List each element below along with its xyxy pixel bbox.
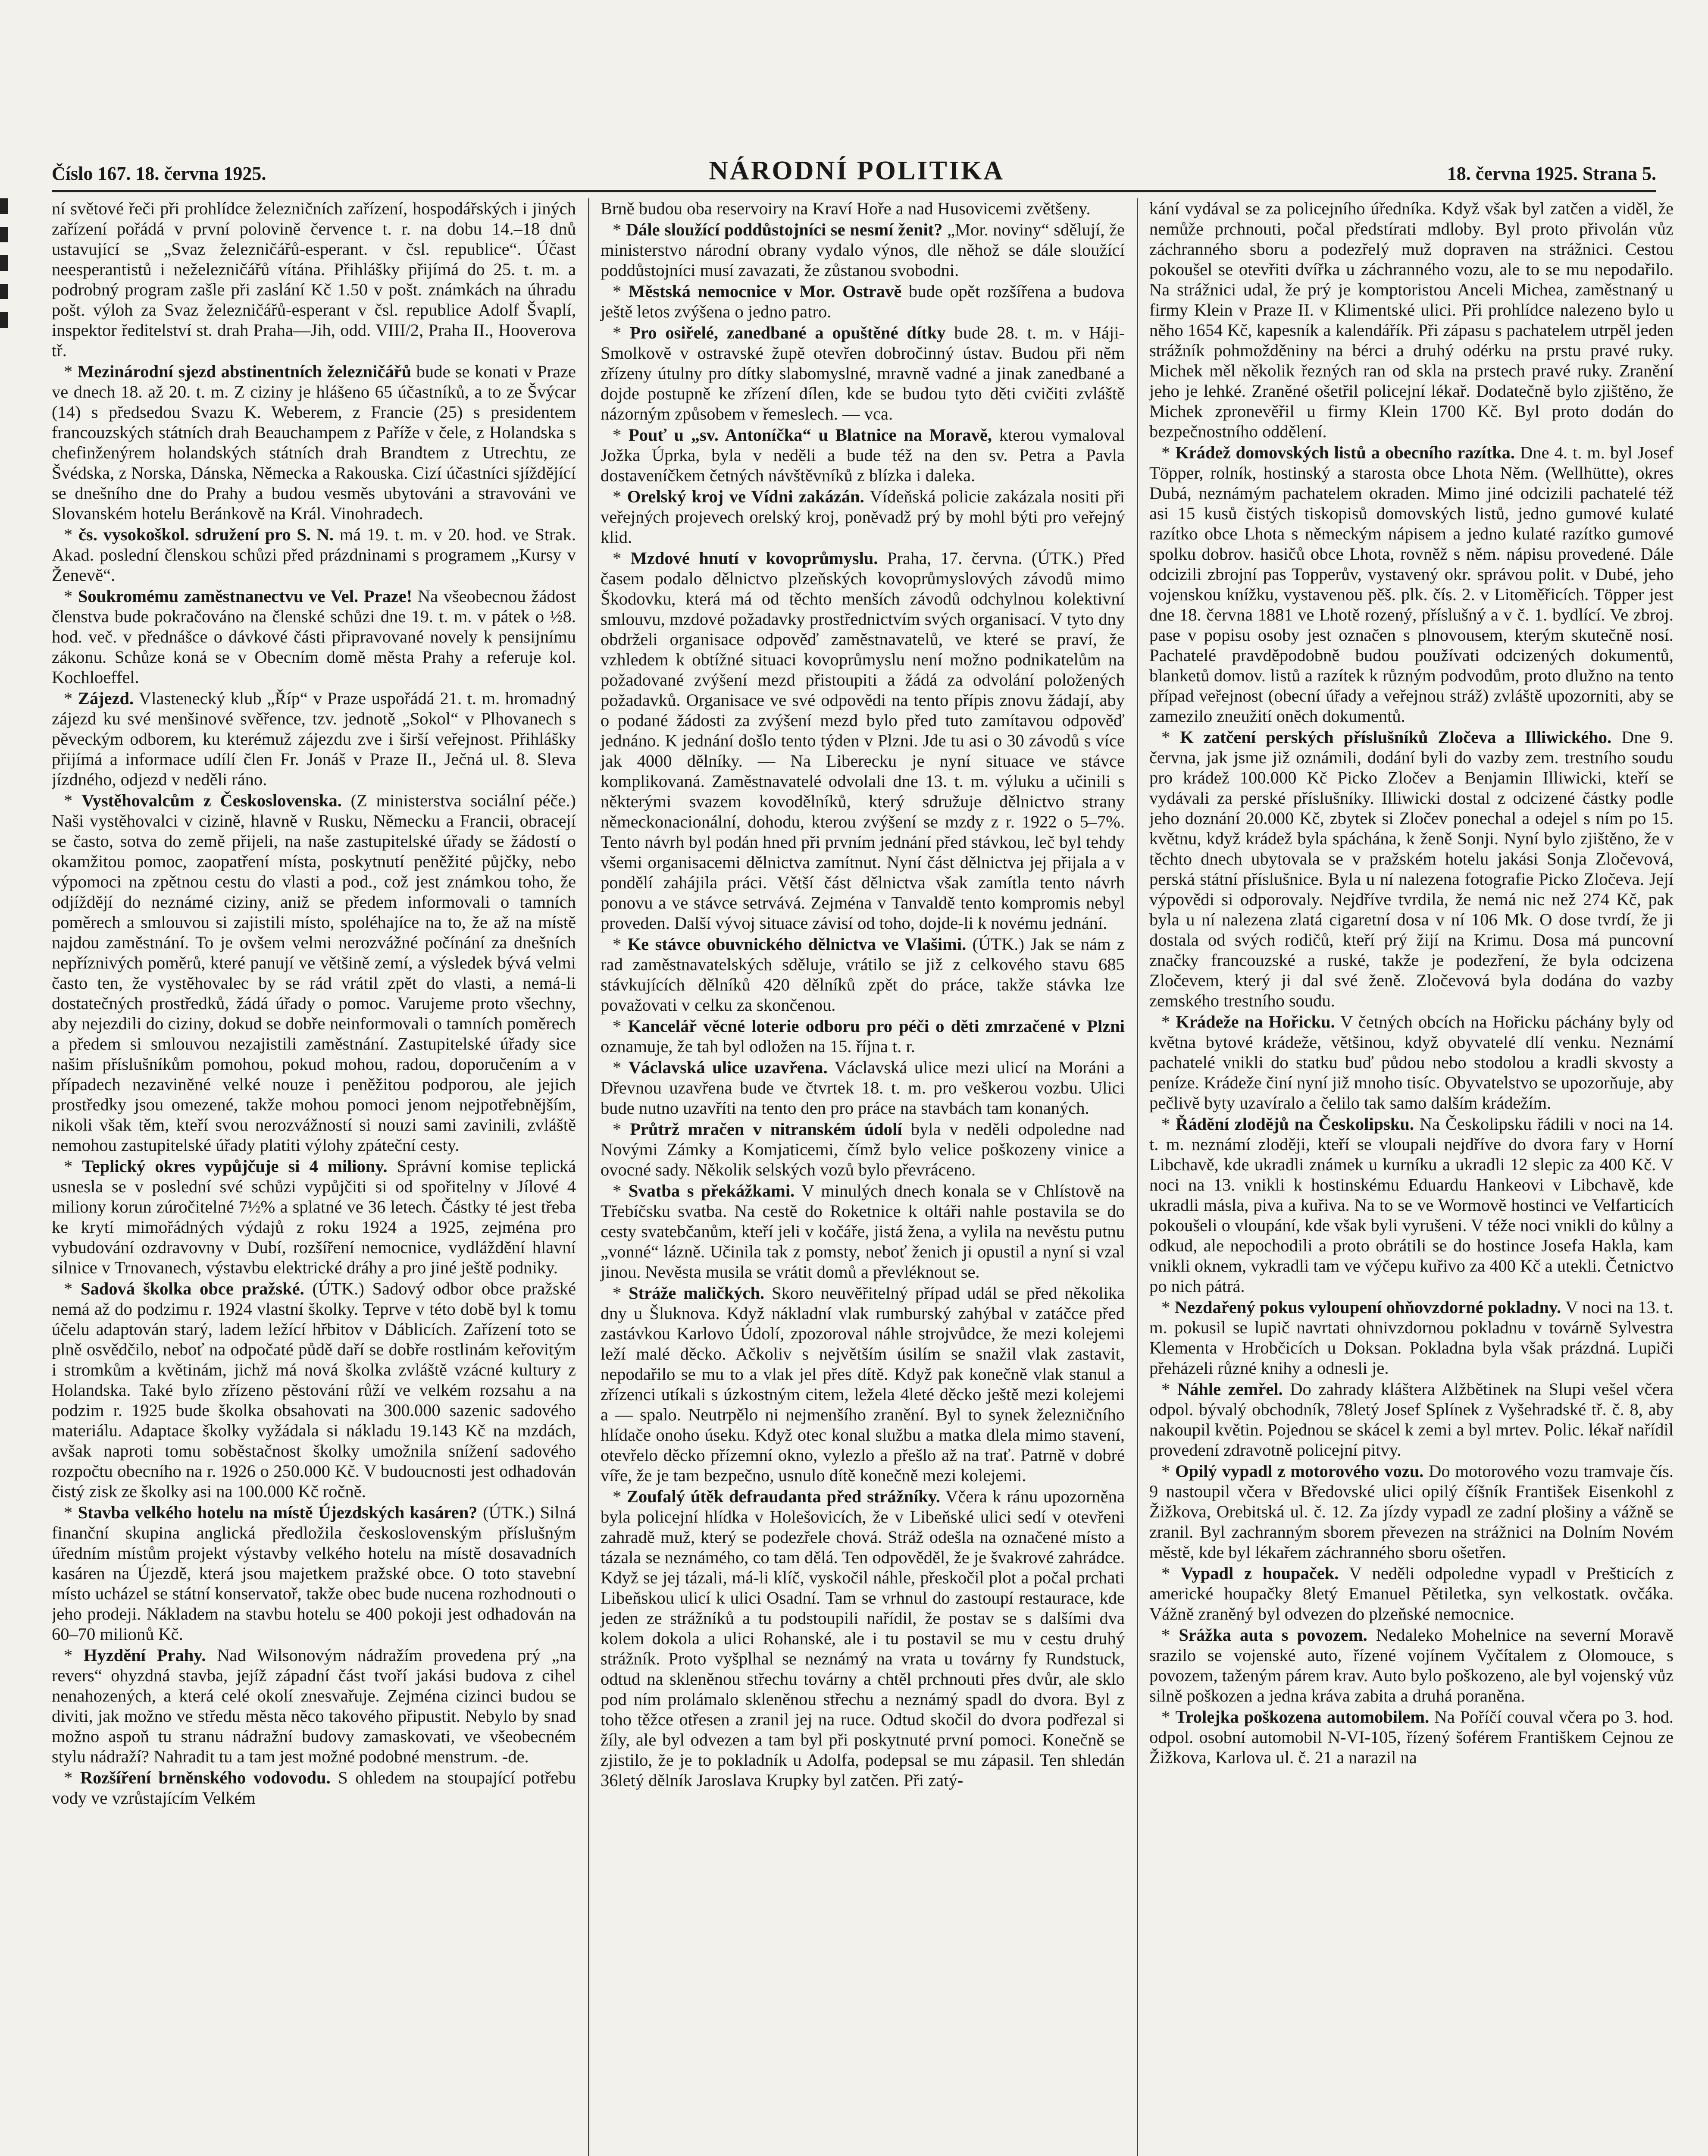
article-text: Brně budou oba reservoiry na Kraví Hoře a nad Husovicemi zvětšeny. <box>601 199 1091 218</box>
article-paragraph: * Mzdové hnutí v kovoprůmyslu. Praha, 17. června. (ÚTK.) Před časem podalo dělnictvo plzeňských kovoprůmyslových závodů mimo Škodovku, která má od těchto menších závodů odchylnou kolektivní smlouvu, mzdové požadavky prostřednictvím svých organisací. V tyto dny obdrželi organisace odpověď zaměstnavatelů, ve které se praví, že vzhledem k obtížné situaci kovoprůmyslu není možno podnikatelům na požadované zvýšení mezd přistoupiti a žádá za odvolání položených požadavků. Organisace ve své odpovědi na tento přípis znovu žádají, aby o podané žádosti za zvýšení mezd bylo před tuto zamítavou odpověď jednáno. K jednání došlo tento týden v Plzni. Jde tu asi o 30 závodů s více jak 4000 dělníky. — Na Liberecku je nyní situace ve stávce komplikovaná. Zaměstnavatelé odvolali dne 13. t. m. výluku a učinili s některými svazem kovodělníků, který sdružuje dělnictvo strany německonacionální, dohodu, kterou zvýšení se mzdy z r. 1922 o 5–7%. Tento návrh byl podán hned při prvním jednání před stávkou, leč byl tehdy všemi organisacemi dělnictva zamítnut. Nyní část dělnictva jej přijala a v pondělí zahájila práci. Větší část dělnictva však zamítla tento návrh ponovu a ve stávce setrvává. Zejména v Tanvaldě tento kompromis nebyl proveden. Další vývoj situace závisí od toho, dojde-li k novému jednání. <box>601 548 1125 933</box>
article-headline: Teplický okres vypůjčuje si 4 miliony. <box>82 1156 388 1176</box>
article-text: (ÚTK.) Jak se nám z rad zaměstnavatelských sděluje, vrátilo se již z celkového stavu 685 stávkujících dělníků 420 dělníků zpět do práce, takže stávka lze považovati v celku za skončenou. <box>601 934 1125 1015</box>
article-headline: Mzdové hnutí v kovoprůmyslu. <box>630 548 878 568</box>
article-text: Praha, 17. června. (ÚTK.) Před časem podalo dělnictvo plzeňských kovoprůmyslových závodů mimo Škodovku, která má od těchto menších závodů odchylnou kolektivní smlouvu, mzdové požadavky prostřednictvím svých organisací. V tyto dny obdrželi organisace odpověď zaměstnavatelů, ve které se praví, že vzhledem k obtížné situaci kovoprůmyslu není možno podnikatelům na požadované zvýšení mezd přistoupiti a žádá za odvolání položených požadavků. Organisace ve své odpovědi na tento přípis znovu žádají, aby o podané žádosti za zvýšení mezd bylo před tuto zamítavou odpověď jednáno. K jednání došlo tento týden v Plzni. Jde tu asi o 30 závodů s více jak 4000 dělníky. — Na Liberecku je nyní situace ve stávce komplikovaná. Zaměstnavatelé odvolali dne 13. t. m. výluku a učinili s některými svazem kovodělníků, který sdružuje dělnictvo strany německonacionální, dohodu, kterou zvýšení se mzdy z r. 1922 o 5–7%. Tento návrh byl podán hned při prvním jednání před stávkou, leč byl tehdy všemi organisacemi dělnictva zamítnut. Nyní část dělnictva jej přijala a v pondělí zahájila práci. Větší část dělnictva však zamítla tento návrh ponovu a ve stávce setrvává. Zejména v Tanvaldě tento kompromis nebyl proveden. Další vývoj situace závisí od toho, dojde-li k novému jednání. <box>601 548 1125 933</box>
article-headline: Vystěhovalcům z Československa. <box>81 791 342 810</box>
article-headline: čs. vysokoškol. sdružení pro S. N. <box>78 525 334 544</box>
article-paragraph: * Rozšíření brněnského vodovodu. S ohledem na stoupající potřebu vody ve vzrůstajícím Velkém <box>52 1768 576 1808</box>
article-headline: Zájezd. <box>78 689 134 708</box>
issue-number: Číslo 167. 18. června 1925. <box>52 163 266 184</box>
article-text: S ohledem na stoupající potřebu vody ve vzrůstajícím Velkém <box>52 1768 576 1808</box>
article-headline: Krádež domovských listů a obecního razítka. <box>1175 443 1515 462</box>
article-headline: Sadová školka obce pražské. <box>81 1279 304 1298</box>
article-headline: Mezinárodní sjezd abstinentních železničářů <box>77 362 412 381</box>
article-paragraph: * Sadová školka obce pražské. (ÚTK.) Sadový odbor obce pražské nemá až do podzimu r. 1924 vlastní školky. Teprve v této době byl k tomu účelu adaptován starý, ladem ležící hřbitov v Dáblicích. Zařízení toto se plně osvědčilo, neboť na odpočaté půdě daří se dobře rostlinám keřovitým i stromkům a květinám, jichž má nová školka zvláště vzácné kultury z Holandska. Také bylo zřízeno pěstování růží ve velkém rozsahu a na podzim r. 1925 bude školka obsahovati na 300.000 sazenic sadového materiálu. Adaptace školky vyžádala si nákladu 19.143 Kč na mzdách, avšak naproti tomu soběstačnost školky umožnila snížení sadového rozpočtu obecního na r. 1926 o 250.000 Kč. V budoucnosti jest odhadován čistý zisk ze školky asi na 100.000 Kč ročně. <box>52 1279 576 1501</box>
article-text: Dne 9. června, jak jsme již oznámili, dodání byli do vazby zem. trestního soudu pro krádež 100.000 Kč Picko Zločev a Benjamin Illiwicki, kteří se vydávali za perské příslušníky. Illiwicki dostal z odcizené částky podle jeho doznání 20.000 Kč, zbytek si Zločev ponechal a odejel s ním po 15. květnu, když krádež byla spáchána, k ženě Sonji. Nyní bylo zjištěno, že v těchto dnech ubytovala se v pražském hotelu jakási Sonja Zločevová, perská státní příslušnice. Byla u ní nalezena fotografie Picko Zločeva. Její výpovědi si odporovaly. Nejdříve tvrdila, že nemá nic než 274 Kč, pak byla u ní nalezena zlatá cigaretní dosa v ní 106 Mk. O dose tvrdí, že ji dostala od svých rodičů, kteří prý žijí na Krimu. Dosa má puncovní značky francouzské a ruské, takže je podezření, že byla odcizena Zločevem, který ji dal své ženě. Zločevová byla dodána do vazby zemského trestního soudu. <box>1149 727 1674 1010</box>
article-text: kání vydával se za policejního úředníka. Když však byl zatčen a viděl, že nemůže prchnouti, počal předstírati mdloby. Byl proto přivolán vůz záchranného sboru a podezřelý muž dopraven na strážnici. Cestou pokoušel se otevřiti dvířka u záchranného vozu, ale to se mu nepodařilo. Na strážnici udal, že prý je komptoristou Anceli Michea, zaměstnaný u firmy Klein v Praze II. v Klimentské ulici. Při prohlídce nalezeno bylo u něho 1654 Kč, kapesník a kalendářík. Při zápasu s pachatelem utrpěl jeden strážník pohmožděniny na bérci a druhý odérku na prstu pravé ruky. Michek měl několik řezných ran od skla na prstech pravé ruky. Zranění jeho je lehké. Zraněné ošetřil policejní lékař. Dodatečně bylo zjištěno, že Michek zpronevěřil u firmy Klein 1700 Kč. Byl proto dodán do bezpečnostního oddělení. <box>1149 199 1674 441</box>
article-text: Správní komise teplická usnesla se v poslední své schůzi vypůjčiti si od spořitelny v Jílové 4 miliony korun zúročitelné 7½% a splatné ve 36 letech. Částky té jest třeba ke krytí mimořádných výdajů z roku 1924 a 1925, zejména pro vybudování ozdravovny v Dubí, rozšíření nemocnice, vydláždění hlavní silnice v Trnovanech, výstavbu elektrické dráhy a pro jiné ještě podniky. <box>52 1156 576 1277</box>
article-headline: Opilý vypadl z motorového vozu. <box>1175 1461 1424 1481</box>
article-headline: Stavba velkého hotelu na místě Újezdských kasáren? <box>78 1503 478 1522</box>
article-text: bude opět rozšířena a budova ještě letos zvýšena o jedno patro. <box>601 282 1125 321</box>
article-text: V četných obcích na Hořicku páchány byly od května bytové krádeže, většinou, když obyvatelé dlí venku. Neznámí pachatelé vnikli do statku buď půdou nebo stodolou a kradli skvosty a peníze. Krádeže činí nyní již mnoho tisíc. Obyvatelstvo se upozorňuje, aby pečlivě byty uzavíralo a čelilo tak samo dalším krádežím. <box>1149 1012 1674 1112</box>
article-text: V noci na 13. t. m. pokusil se lupič navrtati ohnivzdornou pokladnu v továrně Sylvestra Klementa v Hrobčicích u Doksan. Pokladna byla však prázdná. Lupiči přeházeli různé knihy a odnesli je. <box>1149 1297 1674 1378</box>
article-paragraph: * Václavská ulice uzavřena. Václavská ulice mezi ulicí na Moráni a Dřevnou uzavřena bude ve čtvrtek 18. t. m. pro veškerou vozbu. Ulici bude nutno uzavříti na tento den pro práce na stavbách tam konaných. <box>601 1058 1125 1118</box>
article-paragraph: * K zatčení perských příslušníků Zločeva a Illiwického. Dne 9. června, jak jsme již oznámili, dodání byli do vazby zem. trestního soudu pro krádež 100.000 Kč Picko Zločev a Benjamin Illiwicki, kteří se vydávali za perské příslušníky. Illiwicki dostal z odcizené částky podle jeho doznání 20.000 Kč, zbytek si Zločev ponechal a odejel s ním po 15. květnu, když krádež byla spáchána, k ženě Sonji. Nyní bylo zjištěno, že v těchto dnech ubytovala se v pražském hotelu jakási Sonja Zločevová, perská státní příslušnice. Byla u ní nalezena fotografie Picko Zločeva. Její výpovědi si odporovaly. Nejdříve tvrdila, že nemá nic než 274 Kč, pak byla u ní nalezena zlatá cigaretní dosa v ní 106 Mk. O dose tvrdí, že ji dostala od svých rodičů, kteří prý žijí na Krimu. Dosa má puncovní značky francouzské a ruské, takže je podezření, že byla odcizena Zločevem, který ji dal své ženě. Zločevová byla dodána do vazby zemského trestního soudu. <box>1149 727 1674 1010</box>
article-paragraph: * Stráže maličkých. Skoro neuvěřitelný případ udál se před několika dny u Šluknova. Když nákladní vlak rumburský zahýbal v zatáčce před zastávkou Karlovo Údolí, zpozoroval náhle strojvůdce, že mezi kolejemi leží malé děcko. Ačkoliv s největším úsilím se snažil vlak zastavit, nepodařilo se mu to a vlak jel přes dítě. Když pak konečně vlak stanul a zřízenci utíkali s úzkostným citem, ležela 4leté děcko ještě mezi kolejemi a — spalo. Neutrpělo ni nejmenšího zranění. Byl to synek železničního hlídače onoho úseku. Když otec konal službu a matka dlela mimo stavení, otevřelo děcko přízemní okno, vylezlo a přešlo až na trať. Patrně v dobré víře, že je tam bezpečno, usnulo dítě konečně mezi kolejemi. <box>601 1283 1125 1485</box>
article-headline: Soukromému zaměstnanectvu ve Vel. Praze! <box>78 586 413 606</box>
article-paragraph: * Pouť u „sv. Antoníčka“ u Blatnice na Moravě, kterou vymaloval Jožka Úprka, byla v neděli a bude též na den sv. Petra a Pavla dostaveníčkem četných návštěvníků z blízka i daleka. <box>601 425 1125 485</box>
article-text: ní světové řeči při prohlídce železničních zařízení, hospodářských i jiných zařízení pořádá v první polovině července t. r. na dobu 14.–18 dnů ustavující se „Svaz železničářů-esperant. v čsl. republice“. Účast neesperantistů i neželezničářů vítána. Přihlášky přijímá do 25. t. m. a podrobný program zašle při zaslání Kč 1.50 v pošt. známkách na úhradu pošt. výloh za Svaz železničářů-esperant v čsl. republice Adolf Švaplí, inspektor ředitelství st. drah Praha—Jih, odd. VIII/2, Praha II., Hooverova tř. <box>52 199 576 360</box>
article-headline: Ke stávce obuvnického dělnictva ve Vlašimi. <box>627 934 967 954</box>
article-headline: Rozšíření brněnského vodovodu. <box>80 1768 331 1787</box>
article-text: Skoro neuvěřitelný případ udál se před několika dny u Šluknova. Když nákladní vlak rumburský zahýbal v zatáčce před zastávkou Karlovo Údolí, zpozoroval náhle strojvůdce, že mezi kolejemi leží malé děcko. Ačkoliv s největším úsilím se snažil vlak zastavit, nepodařilo se mu to a vlak jel přes dítě. Když pak konečně vlak stanul a zřízenci utíkali s úzkostným citem, ležela 4leté děcko ještě mezi kolejemi a — spalo. Neutrpělo ni nejmenšího zranění. Byl to synek železničního hlídače onoho úseku. Když otec konal službu a matka dlela mimo stavení, otevřelo děcko přízemní okno, vylezlo a přešlo až na trať. Patrně v dobré víře, že je tam bezpečno, usnulo dítě konečně mezi kolejemi. <box>601 1283 1125 1485</box>
article-paragraph: * Stavba velkého hotelu na místě Újezdských kasáren? (ÚTK.) Silná finanční skupina anglická předložila československým příslušným úředním místům projekt výstavby velkého hotelu na místě dosavadních kasáren na Újezdě, která jsou majetkem pražské obce. O toto stavební místo ucházel se státní konservatoř, takže obec bude nucena rozhodnouti o jeho prodeji. Nákladem na stavbu hotelu se 400 pokoji jest odhadován na 60–70 milionů Kč. <box>52 1503 576 1644</box>
article-text: Vídeňská policie zakázala nositi při veřejných projevech orelský kroj, poněvadž prý by mohl býti pro veřejný klid. <box>601 487 1125 547</box>
article-headline: Trolejka poškozena automobilem. <box>1175 1707 1430 1727</box>
article-text: Včera k ránu upozorněna byla policejní hlídka v Holešovicích, že v Libeňské ulici sedí v otevřeni zahradě muž, který se podezřele chová. Stráž odešla na označené místo a tázala se neznámého, co tam dělá. Ten odpověděl, že je švakrové zahrádce. Když se jej tázali, má-li klíč, vyskočil náhle, přeskočil plot a počal prchati Libeňskou ulicí k ulici Osadní. Tam se vrhnul do zastoupí restaurace, kde jeden ze strážníků a tu podstoupili nařídil, že postav se s dalšími dva kolem dokola a ulici Rohanské, ale i tu postavil se mu v cestu druhý strážník. Proto vyšplhal se neznámý na vrata u továrny fy Rundstuck, odtud na skleněnou střechu továrny a chtěl prchnouti přes dvůr, ale sklo pod ním prolámalo skleněnou střechu a neznámý spadl do dvora. Byl z toho těžce otřesen a zranil jej na ruce. Odtud skočil do dvora podřezal si žíly, ale byl odvezen a tam byl při poskytnuté první pomoci. Konečně se zjistilo, že je to pokladník u Adolfa, podepsal se mu zápasil. Ten shledán 36letý dělník Jaroslava Krupky byl zatčen. Při zatý- <box>601 1487 1125 1790</box>
article-headline: Průtrž mračen v nitranském údolí <box>630 1119 902 1139</box>
article-headline: Náhle zemřel. <box>1177 1379 1283 1399</box>
article-headline: Pro osiřelé, zanedbané a opuštěné dítky <box>630 323 946 342</box>
article-paragraph: * Mezinárodní sjezd abstinentních železničářů bude se konati v Praze ve dnech 18. až 20. t. m. Z ciziny je hlášeno 65 účastníků, a to ze Švýcar (14) s předsedou Svazu K. Weberem, z Francie (25) s presidentem francouzských státních drah Beauchampem z Paříže v čele, z Holandska s chefinženýrem holandských státních drah Brandtem z Utrechtu, ze Švédska, z Norska, Dánska, Německa a Rakouska. Cizí účastníci sjíždějící se dnešního dne do Prahy a budou vesměs ubytováni a stravováni ve Slovanském hotelu Beránkově na Král. Vinohradech. <box>52 362 576 523</box>
article-paragraph: * Náhle zemřel. Do zahrady kláštera Alžbětinek na Slupi vešel včera odpol. bývalý obchodník, 78letý Josef Splínek z Vyšehradské tř. č. 8, aby nakoupil květin. Pojednou se skácel k zemi a byl mrtev. Polic. lékař nařídil provedení zdravotně policejní pitvy. <box>1149 1379 1674 1460</box>
article-text: Na Českolipsku řádili v noci na 14. t. m. neznámí zloději, kteří se vloupali nejdříve do dvora fary v Horní Libchavě, kde ukradli známek u kurníku a ukradli 12 slepic za 400 Kč. V noci na 13. vnikli k hostinskému Eduardu Hankeovi v Libchavě, kde ukradli másla, piva a kuřiva. Na to se ve Wormově hostinci ve Velfarticích pokoušeli o vloupání, kde však byli vyrušeni. V téže noci vnikli do kůlny a odkud, ale nepochodili a proto obrátili se do hostince Josefa Hakla, kam vnikli oknem, vykradli tam ve výčepu kuřivo za 400 Kč a utekli. Četnictvo po nich pátrá. <box>1149 1114 1674 1296</box>
article-paragraph: * Krádež domovských listů a obecního razítka. Dne 4. t. m. byl Josef Töpper, rolník, hostinský a starosta obce Lhota Něm. (Wellhütte), okres Dubá, neznámým pachatelem okraden. Mimo jiné odcizili pachatelé též asi 15 kusů čistých tiskopisů domovských listů, jedno gumové kulaté razítko obce Lhota s německým nápisem a jedno kulaté razítko gumové spolku dobrov. hasičů obce Lhota, rovněž s něm. nápisu provedené. Dále odcizili zbrojní pas Topperův, vystavený okr. správou polit. v Dubé, jeho vojenskou knížku, vystavenou pěš. plk. čís. 2. v Litoměřicích. Töpper jest dne 18. června 1881 ve Lhotě rozený, příslušný a v č. 1. bydlící. Ve zbroj. pase v popisu osoby jest označen s plnovousem, kterým skutečně nosí. Pachatelé pravděpodobně budou používati odcizených dokumentů, blanketů domov. listů a razítek k různým podvodům, proto dlužno na tento případ veřejnost (obecní úřady a veřejnou stráž) zvláště upozorniti, aby se zamezilo zneužití oněch dokumentů. <box>1149 443 1674 726</box>
article-text: Vlastenecký klub „Říp“ v Praze uspořádá 21. t. m. hromadný zájezd ku své menšinové svěřence, tzv. jednotě „Sokol“ v Plhovanech s pěveckým odborem, ku kterémuž zájezdu zve i širší veřejnost. Přihlášky přijímá a informace udílí člen Fr. Jonáš v Praze II., Ječná ul. 8. Sleva jízdného, odjezd v neděli ráno. <box>52 689 576 789</box>
article-paragraph: * Nezdařený pokus vyloupení ohňovzdorné pokladny. V noci na 13. t. m. pokusil se lupič navrtati ohnivzdornou pokladnu v továrně Sylvestra Klementa v Hrobčicích u Doksan. Pokladna byla však prázdná. Lupiči přeházeli různé knihy a odnesli je. <box>1149 1297 1674 1378</box>
article-headline: Václavská ulice uzavřena. <box>628 1058 828 1077</box>
article-columns <box>52 198 1674 2156</box>
article-headline: Stráže maličkých. <box>629 1283 765 1303</box>
article-paragraph: * čs. vysokoškol. sdružení pro S. N. má 19. t. m. v 20. hod. ve Strak. Akad. poslední členskou schůzi před prázdninami s programem „Kursy v Ženevě“. <box>52 525 576 585</box>
article-headline: Srážka auta s povozem. <box>1179 1625 1367 1645</box>
article-paragraph: * Zájezd. Vlastenecký klub „Říp“ v Praze uspořádá 21. t. m. hromadný zájezd ku své menšinové svěřence, tzv. jednotě „Sokol“ v Plhovanech s pěveckým odborem, ku kterémuž zájezdu zve i širší veřejnost. Přihlášky přijímá a informace udílí člen Fr. Jonáš v Praze II., Ječná ul. 8. Sleva jízdného, odjezd v neděli ráno. <box>52 689 576 789</box>
article-headline: Vypadl z houpaček. <box>1180 1564 1339 1583</box>
article-paragraph: * Pro osiřelé, zanedbané a opuštěné dítky bude 28. t. m. v Háji-Smolkově v ostravské župě otevřen dobročinný ústav. Budou při něm zřízeny útulny pro dítky slabomyslné, mravně vadné a jinak zanedbané a dojde postupně ke zřízení dílen, kde se budou tyto děti cvičiti zvláště názorným způsobem v řemeslech. — vca. <box>601 323 1125 423</box>
article-text: V minulých dnech konala se v Chlístově na Třebíčsku svatba. Na cestě do Roketnice k oltáři nahle postavila se do cesty svatebčanům, kteří jeli v kočáře, jistá žena, a vylila na nevěstu putnu „vonné“ lázně. Učinila tak z pomsty, neboť ženich ji opustil a nyní si vzal jinou. Nevěsta musila se vrátit domů a převléknout se. <box>601 1181 1125 1282</box>
article-paragraph: * Krádeže na Hořicku. V četných obcích na Hořicku páchány byly od května bytové krádeže, většinou, když obyvatelé dlí venku. Neznámí pachatelé vnikli do statku buď půdou nebo stodolou a kradli skvosty a peníze. Krádeže činí nyní již mnoho tisíc. Obyvatelstvo se upozorňuje, aby pečlivě byty uzavíralo a čelilo tak samo dalším krádežím. <box>1149 1012 1674 1112</box>
article-paragraph: * Vypadl z houpaček. V neděli odpoledne vypadl v Prešticích z americké houpačky 8letý Emanuel Pětiletka, syn velkostatk. ovčáka. Vážně zraněný byl odvezen do plzeňské nemocnice. <box>1149 1564 1674 1623</box>
article-headline: K zatčení perských příslušníků Zločeva a Illiwického. <box>1180 727 1612 747</box>
article-text: Do motorového vozu tramvaje čís. 9 nastoupil včera v Bředovské ulici opilý číšník František Eisenkohl z Žižkova, Orebitská ul. č. 12. Za jízdy vypadl ze zadní plošiny a vážně se zranil. Byl zachranným sborem převezen na strážnici na Dolním Novém městě, kde byl lékařem záchranného sboru ošetřen. <box>1149 1461 1674 1562</box>
article-headline: Řádění zlodějů na Českolipsku. <box>1176 1114 1414 1134</box>
article-text: Nedaleko Mohelnice na severní Moravě srazilo se vojenské auto, řízené vojínem Vyčítalem z Olomouce, s povozem, taženým párem krav. Auto bylo poškozeno, ale byl vojenský vůz silně poškozen a jedna kráva zabita a druhá poraněna. <box>1149 1625 1674 1705</box>
article-text: Dne 4. t. m. byl Josef Töpper, rolník, hostinský a starosta obce Lhota Něm. (Wellhütte), okres Dubá, neznámým pachatelem okraden. Mimo jiné odcizili pachatelé též asi 15 kusů čistých tiskopisů domovských listů, jedno gumové kulaté razítko obce Lhota s německým nápisem a jedno kulaté razítko gumové spolku dobrov. hasičů obce Lhota, rovněž s něm. nápisu provedené. Dále odcizili zbrojní pas Topperův, vystavený okr. správou polit. v Dubé, jeho vojenskou knížku, vystavenou pěš. plk. čís. 2. v Litoměřicích. Töpper jest dne 18. června 1881 ve Lhotě rozený, příslušný a v č. 1. bydlící. Ve zbroj. pase v popisu osoby jest označen s plnovousem, kterým skutečně nosí. Pachatelé pravděpodobně budou používati odcizených dokumentů, blanketů domov. listů a razítek k různým podvodům, proto dlužno na tento případ veřejnost (obecní úřady a veřejnou stráž) zvláště upozorniti, aby se zamezilo zneužití oněch dokumentů. <box>1149 443 1674 726</box>
article-paragraph: * Zoufalý útěk defraudanta před strážníky. Včera k ránu upozorněna byla policejní hlídka v Holešovicích, že v Libeňské ulici sedí v otevřeni zahradě muž, který se podezřele chová. Stráž odešla na označené místo a tázala se neznámého, co tam dělá. Ten odpověděl, že je švakrové zahrádce. Když se jej tázali, má-li klíč, vyskočil náhle, přeskočil plot a počal prchati Libeňskou ulicí k ulici Osadní. Tam se vrhnul do zastoupí restaurace, kde jeden ze strážníků a tu podstoupili nařídil, že postav se s dalšími dva kolem dokola a ulici Rohanské, ale i tu postavil se mu v cestu druhý strážník. Proto vyšplhal se neznámý na vrata u továrny fy Rundstuck, odtud na skleněnou střechu továrny a chtěl prchnouti přes dvůr, ale sklo pod ním prolámalo skleněnou střechu a neznámý spadl do dvora. Byl z toho těžce otřesen a zranil jej na ruce. Odtud skočil do dvora podřezal si žíly, ale byl odvezen a tam byl při poskytnuté první pomoci. Konečně se zjistilo, že je to pokladník u Adolfa, podepsal se mu zápasil. Ten shledán 36letý dělník Jaroslava Krupky byl zatčen. Při zatý- <box>601 1487 1125 1790</box>
article-paragraph: * Soukromému zaměstnanectvu ve Vel. Praze! Na všeobecnou žádost členstva bude pokračováno na členské schůzi dne 19. t. m. v pátek o ½8. hod. več. v přednášce o dávkové části připravované novely k pensijnímu zákonu. Schůze koná se v Obecním domě města Prahy a referuje kol. Kochloeffel. <box>52 586 576 687</box>
article-text: Na všeobecnou žádost členstva bude pokračováno na členské schůzi dne 19. t. m. v pátek o ½8. hod. več. v přednášce o dávkové části připravované novely k pensijnímu zákonu. Schůze koná se v Obecním domě města Prahy a referuje kol. Kochloeffel. <box>52 586 576 687</box>
newspaper-title: NÁRODNÍ POLITIKA <box>709 156 1004 185</box>
article-text: (ÚTK.) Sadový odbor obce pražské nemá až do podzimu r. 1924 vlastní školky. Teprve v této době byl k tomu účelu adaptován starý, ladem ležící hřbitov v Dáblicích. Zařízení toto se plně osvědčilo, neboť na odpočaté půdě daří se dobře rostlinám keřovitým i stromkům a květinám, jichž má nová školka zvláště vzácné kultury z Holandska. Také bylo zřízeno pěstování růží ve velkém rozsahu a na podzim r. 1925 bude školka obsahovati na 300.000 sazenic sadového materiálu. Adaptace školky vyžádala si nákladu 19.143 Kč na mzdách, avšak naproti tomu soběstačnost školky umožnila snížení sadového rozpočtu obecního na r. 1926 o 250.000 Kč. V budoucnosti jest odhadován čistý zisk ze školky asi na 100.000 Kč ročně. <box>52 1279 576 1501</box>
article-paragraph: * Opilý vypadl z motorového vozu. Do motorového vozu tramvaje čís. 9 nastoupil včera v Bředovské ulici opilý číšník František Eisenkohl z Žižkova, Orebitská ul. č. 12. Za jízdy vypadl ze zadní plošiny a vážně se zranil. Byl zachranným sborem převezen na strážnici na Dolním Novém městě, kde byl lékařem záchranného sboru ošetřen. <box>1149 1461 1674 1562</box>
article-paragraph: * Kancelář věcné loterie odboru pro péči o děti zmrzačené v Plzni oznamuje, že tah byl odložen na 15. října t. r. <box>601 1016 1125 1056</box>
article-headline: Kancelář věcné loterie odboru pro péči o děti zmrzačené v Plzni <box>628 1016 1125 1036</box>
article-paragraph: * Řádění zlodějů na Českolipsku. Na Českolipsku řádili v noci na 14. t. m. neznámí zloději, kteří se vloupali nejdříve do dvora fary v Horní Libchavě, kde ukradli známek u kurníku a ukradli 12 slepic za 400 Kč. V noci na 13. vnikli k hostinskému Eduardu Hankeovi v Libchavě, kde ukradli másla, piva a kuřiva. Na to se ve Wormově hostinci ve Velfarticích pokoušeli o vloupání, kde však byli vyrušeni. V téže noci vnikli do kůlny a odkud, ale nepochodili a proto obrátili se do hostince Josefa Hakla, kam vnikli oknem, vykradli tam ve výčepu kuřivo za 400 Kč a utekli. Četnictvo po nich pátrá. <box>1149 1114 1674 1296</box>
article-paragraph: * Průtrž mračen v nitranském údolí byla v neděli odpoledne nad Novými Zámky a Komjaticemi, čímž bylo velice poškozeny vinice a ovocné sady. Několik selských vozů bylo převráceno. <box>601 1119 1125 1179</box>
article-paragraph: * Hyzdění Prahy. Nad Wilsonovým nádražím provedena prý „na revers“ ohyzdná stavba, jejíž západní část tvoří jakási budova z cihel nenahozených, a která celé okolí znesvařuje. Zejména cizinci budou se diviti, jak možno ve středu města něco takového připustit. Nebylo by snad možno aspoň tu stranu nádražní budovy zamaskovati, ve všeobecném stylu nádraží? Nahradit tu a tam jest možné podobné menstrum. -de. <box>52 1645 576 1766</box>
article-text: Do zahrady kláštera Alžbětinek na Slupi vešel včera odpol. bývalý obchodník, 78letý Josef Splínek z Vyšehradské tř. č. 8, aby nakoupil květin. Pojednou se skácel k zemi a byl mrtev. Polic. lékař nařídil provedení zdravotně policejní pitvy. <box>1149 1379 1674 1460</box>
article-paragraph <box>1149 198 1674 442</box>
scan-margin-marks <box>0 198 12 414</box>
article-headline: Nezdařený pokus vyloupení ohňovzdorné pokladny. <box>1174 1297 1561 1317</box>
article-text: má 19. t. m. v 20. hod. ve Strak. Akad. poslední členskou schůzi před prázdninami s programem „Kursy v Ženevě“. <box>52 525 576 585</box>
article-headline: Dále sloužící poddůstojníci se nesmí ženit? <box>626 220 943 239</box>
article-paragraph: * Svatba s překážkami. V minulých dnech konala se v Chlístově na Třebíčsku svatba. Na cestě do Roketnice k oltáři nahle postavila se do cesty svatebčanům, kteří jeli v kočáře, jistá žena, a vylila na nevěstu putnu „vonné“ lázně. Učinila tak z pomsty, neboť ženich ji opustil a nyní si vzal jinou. Nevěsta musila se vrátit domů a převléknout se. <box>601 1181 1125 1282</box>
article-text: bude 28. t. m. v Háji-Smolkově v ostravské župě otevřen dobročinný ústav. Budou při něm zřízeny útulny pro dítky slabomyslné, mravně vadné a jinak zanedbané a dojde postupně ke zřízení dílen, kde se budou tyto děti cvičiti zvláště názorným způsobem v řemeslech. — vca. <box>601 323 1125 423</box>
date-and-page: 18. června 1925. Strana 5. <box>1447 163 1656 184</box>
article-text: kterou vymaloval Jožka Úprka, byla v neděli a bude též na den sv. Petra a Pavla dostaveníčkem četných návštěvníků z blízka i daleka. <box>601 425 1125 485</box>
article-paragraph: * Dále sloužící poddůstojníci se nesmí ženit? „Mor. noviny“ sdělují, že ministerstvo národní obrany vydalo výnos, dle něhož se dále sloužící poddůstojníci musí zavazati, že zůstanou svobodni. <box>601 220 1125 280</box>
article-headline: Hyzdění Prahy. <box>84 1645 206 1665</box>
article-text: V neděli odpoledne vypadl v Prešticích z americké houpačky 8letý Emanuel Pětiletka, syn velkostatk. ovčáka. Vážně zraněný byl odvezen do plzeňské nemocnice. <box>1149 1564 1674 1623</box>
column-1 <box>52 198 576 2156</box>
article-paragraph: * Trolejka poškozena automobilem. Na Poříčí couval včera po 3. hod. odpol. osobní automobil N-VI-105, řízený šoférem Františkem Cejnou ze Žižkova, Karlova ul. č. 21 a narazil na <box>1149 1707 1674 1767</box>
article-paragraph: * Orelský kroj ve Vídni zakázán. Vídeňská policie zakázala nositi při veřejných projevech orelský kroj, poněvadž prý by mohl býti pro veřejný klid. <box>601 487 1125 547</box>
article-text: Na Poříčí couval včera po 3. hod. odpol. osobní automobil N-VI-105, řízený šoférem Františkem Cejnou ze Žižkova, Karlova ul. č. 21 a narazil na <box>1149 1707 1674 1767</box>
article-headline: Orelský kroj ve Vídni zakázán. <box>627 487 864 506</box>
article-text: bude se konati v Praze ve dnech 18. až 20. t. m. Z ciziny je hlášeno 65 účastníků, a to ze Švýcar (14) s předsedou Svazu K. Weberem, z Francie (25) s presidentem francouzských státních drah Beauchampem z Paříže v čele, z Holandska s chefinženýrem holandských státních drah Brandtem z Utrechtu, ze Švédska, z Norska, Dánska, Německa a Rakouska. Cizí účastníci sjíždějící se dnešního dne do Prahy a budou vesměs ubytováni a stravováni ve Slovanském hotelu Beránkově na Král. Vinohradech. <box>52 362 576 523</box>
article-text: „Mor. noviny“ sdělují, že ministerstvo národní obrany vydalo výnos, dle něhož se dále sloužící poddůstojníci musí zavazati, že zůstanou svobodni. <box>601 220 1125 280</box>
article-headline: Zoufalý útěk defraudanta před strážníky. <box>626 1487 941 1506</box>
article-headline: Městská nemocnice v Mor. Ostravě <box>628 282 902 301</box>
article-text: oznamuje, že tah byl odložen na 15. října t. r. <box>601 1037 915 1056</box>
article-paragraph: * Teplický okres vypůjčuje si 4 miliony. Správní komise teplická usnesla se v poslední své schůzi vypůjčiti si od spořitelny v Jílové 4 miliony korun zúročitelné 7½% a splatné ve 36 letech. Částky té jest třeba ke krytí mimořádných výdajů z roku 1924 a 1925, zejména pro vybudování ozdravovny v Dubí, rozšíření nemocnice, vydláždění hlavní silnice v Trnovanech, výstavbu elektrické dráhy a pro jiné ještě podniky. <box>52 1156 576 1277</box>
article-text: Václavská ulice mezi ulicí na Moráni a Dřevnou uzavřena bude ve čtvrtek 18. t. m. pro veškerou vozbu. Ulici bude nutno uzavříti na tento den pro práce na stavbách tam konaných. <box>601 1058 1125 1118</box>
article-paragraph: * Srážka auta s povozem. Nedaleko Mohelnice na severní Moravě srazilo se vojenské auto, řízené vojínem Vyčítalem z Olomouce, s povozem, taženým párem krav. Auto bylo poškozeno, ale byl vojenský vůz silně poškozen a jedna kráva zabita a druhá poraněna. <box>1149 1625 1674 1705</box>
article-paragraph: * Městská nemocnice v Mor. Ostravě bude opět rozšířena a budova ještě letos zvýšena o jedno patro. <box>601 282 1125 321</box>
article-headline: Svatba s překážkami. <box>628 1181 795 1200</box>
column-3 <box>1137 198 1674 2156</box>
article-text: Nad Wilsonovým nádražím provedena prý „na revers“ ohyzdná stavba, jejíž západní část tvoří jakási budova z cihel nenahozených, a která celé okolí znesvařuje. Zejména cizinci budou se diviti, jak možno ve středu města něco takového připustit. Nebylo by snad možno aspoň tu stranu nádražní budovy zamaskovati, ve všeobecném stylu nádraží? Nahradit tu a tam jest možné podobné menstrum. -de. <box>52 1645 576 1766</box>
column-2 <box>588 198 1125 2156</box>
article-paragraph: * Vystěhovalcům z Československa. (Z ministerstva sociální péče.) Naši vystěhovalci v cizině, hlavně v Rusku, Německu a Francii, obracejí se často, sotva do země přijeli, na naše zastupitelské úřady se žádostí o okamžitou pomoc, zaopatření místa, poskytnutí peněžité půjčky, nebo výpomoci na zpětnou cestu do vlasti a pod., což jest známkou toho, že odjíždějí do neznámé ciziny, aniž se předem informovali o tamních poměrech a smlouvou si zajistili místo, spoléhajíce na to, že až na místě najdou zaměstnání. To je ovšem velmi nerozvážné počínání za dnešních nepříznivých poměrů, které panují ve většině zemí, a výsledek bývá velmi často ten, že vystěhovalec by se rád vrátil zpět do vlasti, a nemá-li dostatečných prostředků, žádá úřady o pomoc. Varujeme proto všechny, aby nejezdili do ciziny, dokud se dobře neinformovali o tamních poměrech a předem si smlouvou nezajistili zaměstnání. Zastupitelské úřady sice našim příslušníkům pomohou, pokud mohou, radou, doporučením a v případech nezaviněné velké nouze i peněžitou podporou, ale jejich prostředky jsou omezené, takže mohou pomoci jenom nejpotřebnějším, nikoli však těm, kteří svou nerozvážností si nouzi sami zavinili, zvláště nemohou zastupitelské úřady platiti výlohy zpáteční cesty. <box>52 791 576 1155</box>
page-header <box>52 142 1656 192</box>
article-headline: Pouť u „sv. Antoníčka“ u Blatnice na Moravě, <box>629 425 992 445</box>
article-text: (Z ministerstva sociální péče.) Naši vystěhovalci v cizině, hlavně v Rusku, Německu a Francii, obracejí se často, sotva do země přijeli, na naše zastupitelské úřady se žádostí o okamžitou pomoc, zaopatření místa, poskytnutí peněžité půjčky, nebo výpomoci na zpětnou cestu do vlasti a pod., což jest známkou toho, že odjíždějí do neznámé ciziny, aniž se předem informovali o tamních poměrech a smlouvou si zajistili místo, spoléhajíce na to, že až na místě najdou zaměstnání. To je ovšem velmi nerozvážné počínání za dnešních nepříznivých poměrů, které panují ve většině zemí, a výsledek bývá velmi často ten, že vystěhovalec by se rád vrátil zpět do vlasti, a nemá-li dostatečných prostředků, žádá úřady o pomoc. Varujeme proto všechny, aby nejezdili do ciziny, dokud se dobře neinformovali o tamních poměrech a předem si smlouvou nezajistili zaměstnání. Zastupitelské úřady sice našim příslušníkům pomohou, pokud mohou, radou, doporučením a v případech nezaviněné velké nouze i peněžitou podporou, ale jejich prostředky jsou omezené, takže mohou pomoci jenom nejpotřebnějším, nikoli však těm, kteří svou nerozvážností si nouzi sami zavinili, zvláště nemohou zastupitelské úřady platiti výlohy zpáteční cesty. <box>52 791 576 1155</box>
article-text: byla v neděli odpoledne nad Novými Zámky a Komjaticemi, čímž bylo velice poškozeny vinice a ovocné sady. Několik selských vozů bylo převráceno. <box>601 1119 1125 1179</box>
article-paragraph: * Ke stávce obuvnického dělnictva ve Vlašimi. (ÚTK.) Jak se nám z rad zaměstnavatelských sděluje, vrátilo se již z celkového stavu 685 stávkujících dělníků 420 dělníků zpět do práce, takže stávka lze považovati v celku za skončenou. <box>601 934 1125 1015</box>
article-paragraph <box>52 198 576 360</box>
article-headline: Krádeže na Hořicku. <box>1176 1012 1335 1031</box>
article-text: (ÚTK.) Silná finanční skupina anglická předložila československým příslušným úředním místům projekt výstavby velkého hotelu na místě dosavadních kasáren na Újezdě, která jsou majetkem pražské obce. O toto stavební místo ucházel se státní konservatoř, takže obec bude nucena rozhodnouti o jeho prodeji. Nákladem na stavbu hotelu se 400 pokoji jest odhadován na 60–70 milionů Kč. <box>52 1503 576 1644</box>
article-paragraph <box>601 198 1125 219</box>
